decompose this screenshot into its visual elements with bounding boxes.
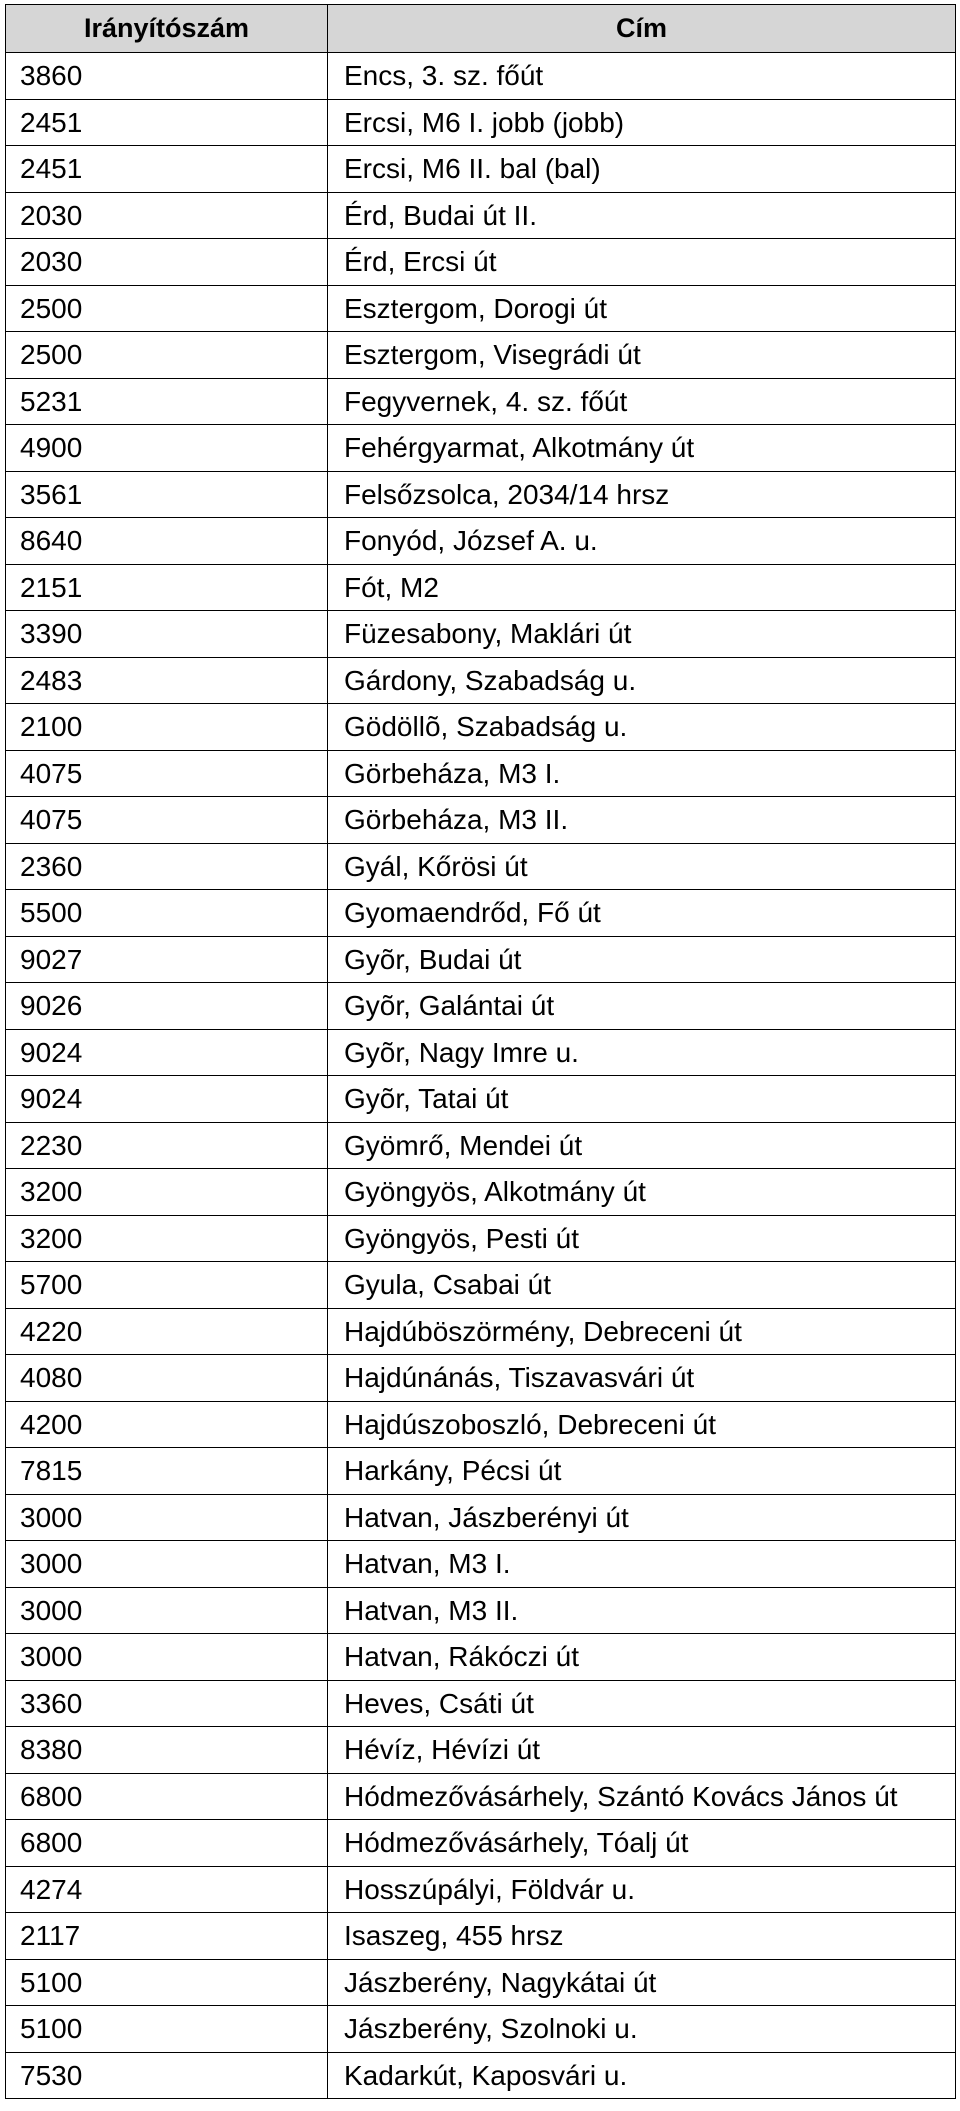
postal-code-cell: 2230 — [6, 1122, 328, 1169]
table-row — [6, 1866, 956, 1913]
table-row — [6, 890, 956, 937]
table-row — [6, 146, 956, 193]
postal-code-cell: 3000 — [6, 1634, 328, 1681]
address-cell: Hajdúböszörmény, Debreceni út — [328, 1308, 956, 1355]
address-cell: Hatvan, Rákóczi út — [328, 1634, 956, 1681]
table-row — [6, 1122, 956, 1169]
table-row — [6, 53, 956, 100]
postal-code-cell: 3000 — [6, 1587, 328, 1634]
table-row — [6, 1494, 956, 1541]
postal-code-cell: 9024 — [6, 1076, 328, 1123]
table-row — [6, 2006, 956, 2053]
address-cell: Jászberény, Szolnoki u. — [328, 2006, 956, 2053]
postal-code-cell: 9026 — [6, 983, 328, 1030]
table-row — [6, 518, 956, 565]
postal-code-cell: 4274 — [6, 1866, 328, 1913]
postal-code-cell: 4075 — [6, 750, 328, 797]
table-row — [6, 1262, 956, 1309]
address-cell: Fegyvernek, 4. sz. főút — [328, 378, 956, 425]
postal-code-cell: 2030 — [6, 192, 328, 239]
address-cell: Gyömrő, Mendei út — [328, 1122, 956, 1169]
table-header-row — [6, 5, 956, 53]
address-cell: Gyomaendrőd, Fő út — [328, 890, 956, 937]
address-cell: Esztergom, Visegrádi út — [328, 332, 956, 379]
postal-code-cell: 5500 — [6, 890, 328, 937]
postal-code-cell: 4080 — [6, 1355, 328, 1402]
postal-code-cell: 3200 — [6, 1215, 328, 1262]
table-row — [6, 1587, 956, 1634]
address-cell: Hatvan, M3 I. — [328, 1541, 956, 1588]
table-row — [6, 1029, 956, 1076]
postal-code-cell: 3200 — [6, 1169, 328, 1216]
table-row — [6, 843, 956, 890]
address-cell: Gödöllõ, Szabadság u. — [328, 704, 956, 751]
table-row — [6, 983, 956, 1030]
address-cell: Hajdúnánás, Tiszavasvári út — [328, 1355, 956, 1402]
address-cell: Gyõr, Budai út — [328, 936, 956, 983]
address-cell: Encs, 3. sz. főút — [328, 53, 956, 100]
table-row — [6, 378, 956, 425]
table-row — [6, 564, 956, 611]
address-cell: Gyöngyös, Pesti út — [328, 1215, 956, 1262]
table-row — [6, 471, 956, 518]
address-cell: Harkány, Pécsi út — [328, 1448, 956, 1495]
postal-code-cell: 2500 — [6, 285, 328, 332]
address-cell: Felsőzsolca, 2034/14 hrsz — [328, 471, 956, 518]
address-cell: Hatvan, Jászberényi út — [328, 1494, 956, 1541]
postal-code-cell: 8380 — [6, 1727, 328, 1774]
table-row — [6, 704, 956, 751]
postal-code-cell: 2360 — [6, 843, 328, 890]
table-row — [6, 936, 956, 983]
address-cell: Fót, M2 — [328, 564, 956, 611]
table-row — [6, 1308, 956, 1355]
table-row — [6, 332, 956, 379]
address-cell: Heves, Csáti út — [328, 1680, 956, 1727]
postal-code-cell: 5100 — [6, 1959, 328, 2006]
address-cell: Jászberény, Nagykátai út — [328, 1959, 956, 2006]
address-cell: Isaszeg, 455 hrsz — [328, 1913, 956, 1960]
postal-code-cell: 2100 — [6, 704, 328, 751]
postal-code-cell: 2451 — [6, 99, 328, 146]
postal-code-cell: 4220 — [6, 1308, 328, 1355]
postal-code-cell: 9027 — [6, 936, 328, 983]
postal-code-cell: 2151 — [6, 564, 328, 611]
postal-code-cell: 3000 — [6, 1541, 328, 1588]
table-row — [6, 192, 956, 239]
address-cell: Gyõr, Nagy Imre u. — [328, 1029, 956, 1076]
table-row — [6, 1727, 956, 1774]
postal-code-cell: 2030 — [6, 239, 328, 286]
table-row — [6, 1959, 956, 2006]
table-row — [6, 99, 956, 146]
postal-code-cell: 2117 — [6, 1913, 328, 1960]
address-cell: Kadarkút, Kaposvári u. — [328, 2052, 956, 2099]
postal-code-cell: 5700 — [6, 1262, 328, 1309]
table-row — [6, 611, 956, 658]
table-row — [6, 1169, 956, 1216]
address-cell: Érd, Budai út II. — [328, 192, 956, 239]
postal-code-cell: 4900 — [6, 425, 328, 472]
address-cell: Hajdúszoboszló, Debreceni út — [328, 1401, 956, 1448]
postal-code-cell: 2451 — [6, 146, 328, 193]
table-row — [6, 1448, 956, 1495]
address-cell: Gyöngyös, Alkotmány út — [328, 1169, 956, 1216]
postal-code-cell: 3390 — [6, 611, 328, 658]
table-row — [6, 1773, 956, 1820]
address-cell: Esztergom, Dorogi út — [328, 285, 956, 332]
address-cell: Gyula, Csabai út — [328, 1262, 956, 1309]
address-cell: Ercsi, M6 II. bal (bal) — [328, 146, 956, 193]
address-cell: Görbeháza, M3 II. — [328, 797, 956, 844]
table-row — [6, 239, 956, 286]
postal-code-cell: 5100 — [6, 2006, 328, 2053]
table-row — [6, 1401, 956, 1448]
postal-code-cell: 3000 — [6, 1494, 328, 1541]
postal-code-cell: 2483 — [6, 657, 328, 704]
table-row — [6, 797, 956, 844]
address-cell: Hatvan, M3 II. — [328, 1587, 956, 1634]
address-cell: Érd, Ercsi út — [328, 239, 956, 286]
address-table — [5, 4, 956, 2099]
address-cell: Gyál, Kőrösi út — [328, 843, 956, 890]
address-cell: Füzesabony, Maklári út — [328, 611, 956, 658]
table-row — [6, 1913, 956, 1960]
table-row — [6, 1355, 956, 1402]
address-cell: Hódmezővásárhely, Tóalj út — [328, 1820, 956, 1867]
postal-code-cell: 6800 — [6, 1773, 328, 1820]
address-cell: Fonyód, József A. u. — [328, 518, 956, 565]
postal-code-cell: 3561 — [6, 471, 328, 518]
postal-code-cell: 8640 — [6, 518, 328, 565]
postal-code-cell: 3860 — [6, 53, 328, 100]
table-row — [6, 1634, 956, 1681]
table-row — [6, 1076, 956, 1123]
address-cell: Hódmezővásárhely, Szántó Kovács János út — [328, 1773, 956, 1820]
table-row — [6, 2052, 956, 2099]
table-row — [6, 750, 956, 797]
address-cell: Gárdony, Szabadság u. — [328, 657, 956, 704]
table-row — [6, 1820, 956, 1867]
header-postal-code: Irányítószám — [6, 5, 328, 53]
table-row — [6, 657, 956, 704]
table-row — [6, 425, 956, 472]
postal-code-cell: 7530 — [6, 2052, 328, 2099]
postal-code-cell: 6800 — [6, 1820, 328, 1867]
table-row — [6, 1541, 956, 1588]
address-cell: Hosszúpályi, Földvár u. — [328, 1866, 956, 1913]
postal-code-cell: 3360 — [6, 1680, 328, 1727]
table-row — [6, 1215, 956, 1262]
table-row — [6, 1680, 956, 1727]
address-cell: Fehérgyarmat, Alkotmány út — [328, 425, 956, 472]
postal-code-cell: 4075 — [6, 797, 328, 844]
header-address: Cím — [328, 5, 956, 53]
address-cell: Ercsi, M6 I. jobb (jobb) — [328, 99, 956, 146]
postal-code-cell: 2500 — [6, 332, 328, 379]
table-body — [6, 53, 956, 2099]
postal-code-cell: 4200 — [6, 1401, 328, 1448]
table-row — [6, 285, 956, 332]
address-cell: Hévíz, Hévízi út — [328, 1727, 956, 1774]
address-table-sheet — [5, 4, 955, 2099]
postal-code-cell: 7815 — [6, 1448, 328, 1495]
address-cell: Gyõr, Galántai út — [328, 983, 956, 1030]
postal-code-cell: 9024 — [6, 1029, 328, 1076]
postal-code-cell: 5231 — [6, 378, 328, 425]
address-cell: Gyõr, Tatai út — [328, 1076, 956, 1123]
address-cell: Görbeháza, M3 I. — [328, 750, 956, 797]
